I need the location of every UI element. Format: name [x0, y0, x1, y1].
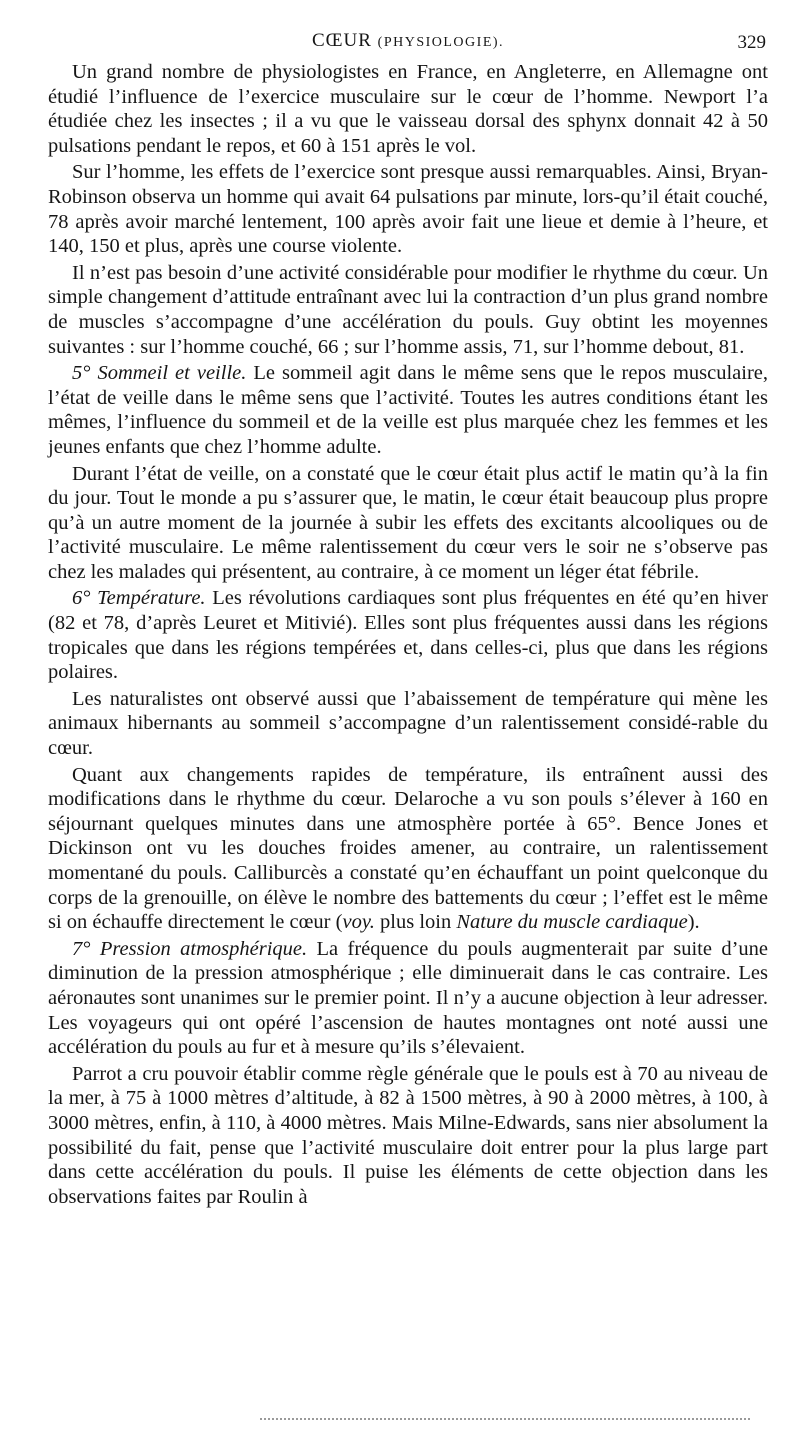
- section-title: 7° Pression atmosphérique.: [72, 937, 308, 960]
- paragraph-7: Les naturalistes ont observé aussi que l’abaissement de température qui mène les animaux hibernants au sommeil s’accompagne d’un ralentissement considé-rable du cœur.: [48, 687, 768, 760]
- paragraph-3: Il n’est pas besoin d’une activité considérable pour modifier le rhythme du cœur. Un simple changement d’attitude entraînant avec lui la contraction d’un plus grand nombre de muscles s’accompagne d’une accélération du pouls. Guy obtint les moyennes suivantes : sur l’homme couché, 66 ; sur l’homme assis, 71, sur l’homme debout, 81.: [48, 261, 768, 358]
- italic-reference: voy.: [342, 911, 375, 934]
- body-text: [48, 60, 768, 1209]
- paragraph-1: Un grand nombre de physiologistes en France, en Angleterre, en Allemagne ont étudié l’influence de l’exercice musculaire sur le cœur de l’homme. Newport l’a étudiée chez les insectes ; il a vu que le vaisseau dorsal des sphynx donnait 42 à 50 pulsations pendant le repos, et 60 à 151 après le vol.: [48, 61, 768, 157]
- section-sommeil-veille: 5° Sommeil et veille. Le sommeil agit dans le même sens que le repos musculaire, l’état de veille dans le même sens que l’activité. Toutes les autres conditions étant les mêmes, l’influence du sommeil et de la veille est plus marquée chez les femmes et les jeunes enfants que chez l’homme adulte.: [48, 362, 769, 458]
- italic-cross-reference: Nature du muscle cardiaque: [456, 911, 688, 934]
- running-head: [48, 26, 768, 60]
- section-temperature: 6° Température. Les révolutions cardiaques sont plus fréquentes en été qu’en hiver (82 et 78, d’après Leuret et Mitivié). Elles sont plus fréquentes aussi dans les régions tropicales que dans les régions tempérées et, dans celles-ci, plus que dans les régions polaires.: [48, 587, 768, 684]
- running-title-main: CŒUR: [311, 30, 372, 51]
- footer-divider: [260, 1418, 750, 1420]
- document-page: [48, 26, 768, 1211]
- paragraph-2: Sur l’homme, les effets de l’exercice sont presque aussi remarquables. Ainsi, Bryan-Robinson observa un homme qui avait 64 pulsations par minute, lors-qu’il était couché, 78 après avoir marché lentement, 100 après avoir fait une lieue et demie à l’heure, et 140, 150 et plus, après une course violente.: [48, 161, 768, 258]
- section-title: 6° Température.: [72, 587, 206, 610]
- paragraph-8: Quant aux changements rapides de température, ils entraînent aussi des modifications dans le rhythme du cœur. Delaroche a vu son pouls s’élever à 160 en séjournant quelques minutes dans une atmosphère portée à 65°. Bence Jones et Dickinson ont vu les douches froides amener, au contraire, un ralentissement momentané du pouls. Calliburcès a constaté qu’en échauffant un point quelconque du corps de la grenouille, on élève le nombre des battements du cœur ; l’effet est le même si on échauffe directement le cœur (voy. plus loin Nature du muscle cardiaque).: [48, 763, 768, 934]
- paragraph-5: Durant l’état de veille, on a constaté que le cœur était plus actif le matin qu’à la fin du jour. Tout le monde a pu s’assurer que, le matin, le cœur était beaucoup plus propre qu’à un autre moment de la journée à subir les effets des excitants alcooliques ou de l’activité musculaire. Le même ralentissement du cœur vers le soir ne s’observe pas chez les malades qui présentent, au contraire, à ce moment un léger état fébrile.: [48, 462, 768, 583]
- section-pression-atmospherique: 7° Pression atmosphérique. La fréquence du pouls augmenterait par suite d’une diminution de la pression atmosphérique ; elle diminuerait dans le cas contraire. Les aéronautes sont unanimes sur le premier point. Il n’y a aucune objection à leur adresser. Les voyageurs qui ont opéré l’ascension de hautes montagnes ont noté aussi une accélération du pouls au fur et à mesure qu’ils s’élevaient.: [48, 937, 769, 1059]
- paragraph-10: Parrot a cru pouvoir établir comme règle générale que le pouls est à 70 au niveau de la mer, à 75 à 1000 mètres d’altitude, à 82 à 1500 mètres, à 90 à 2000 mètres, à 100, à 3000 mètres, enfin, à 110, à 4000 mètres. Mais Milne-Edwards, sans nier absolument la possibilité du fait, pense que l’activité musculaire doit entrer pour la plus large part dans cette accélération du pouls. Il puise les éléments de cette objection dans les observations faites par Roulin à: [48, 1062, 768, 1208]
- running-title-sub: (PHYSIOLOGIE).: [377, 35, 505, 50]
- section-title: 5° Sommeil et veille.: [72, 362, 247, 385]
- running-title: [48, 30, 768, 52]
- page-number: 329: [737, 32, 766, 53]
